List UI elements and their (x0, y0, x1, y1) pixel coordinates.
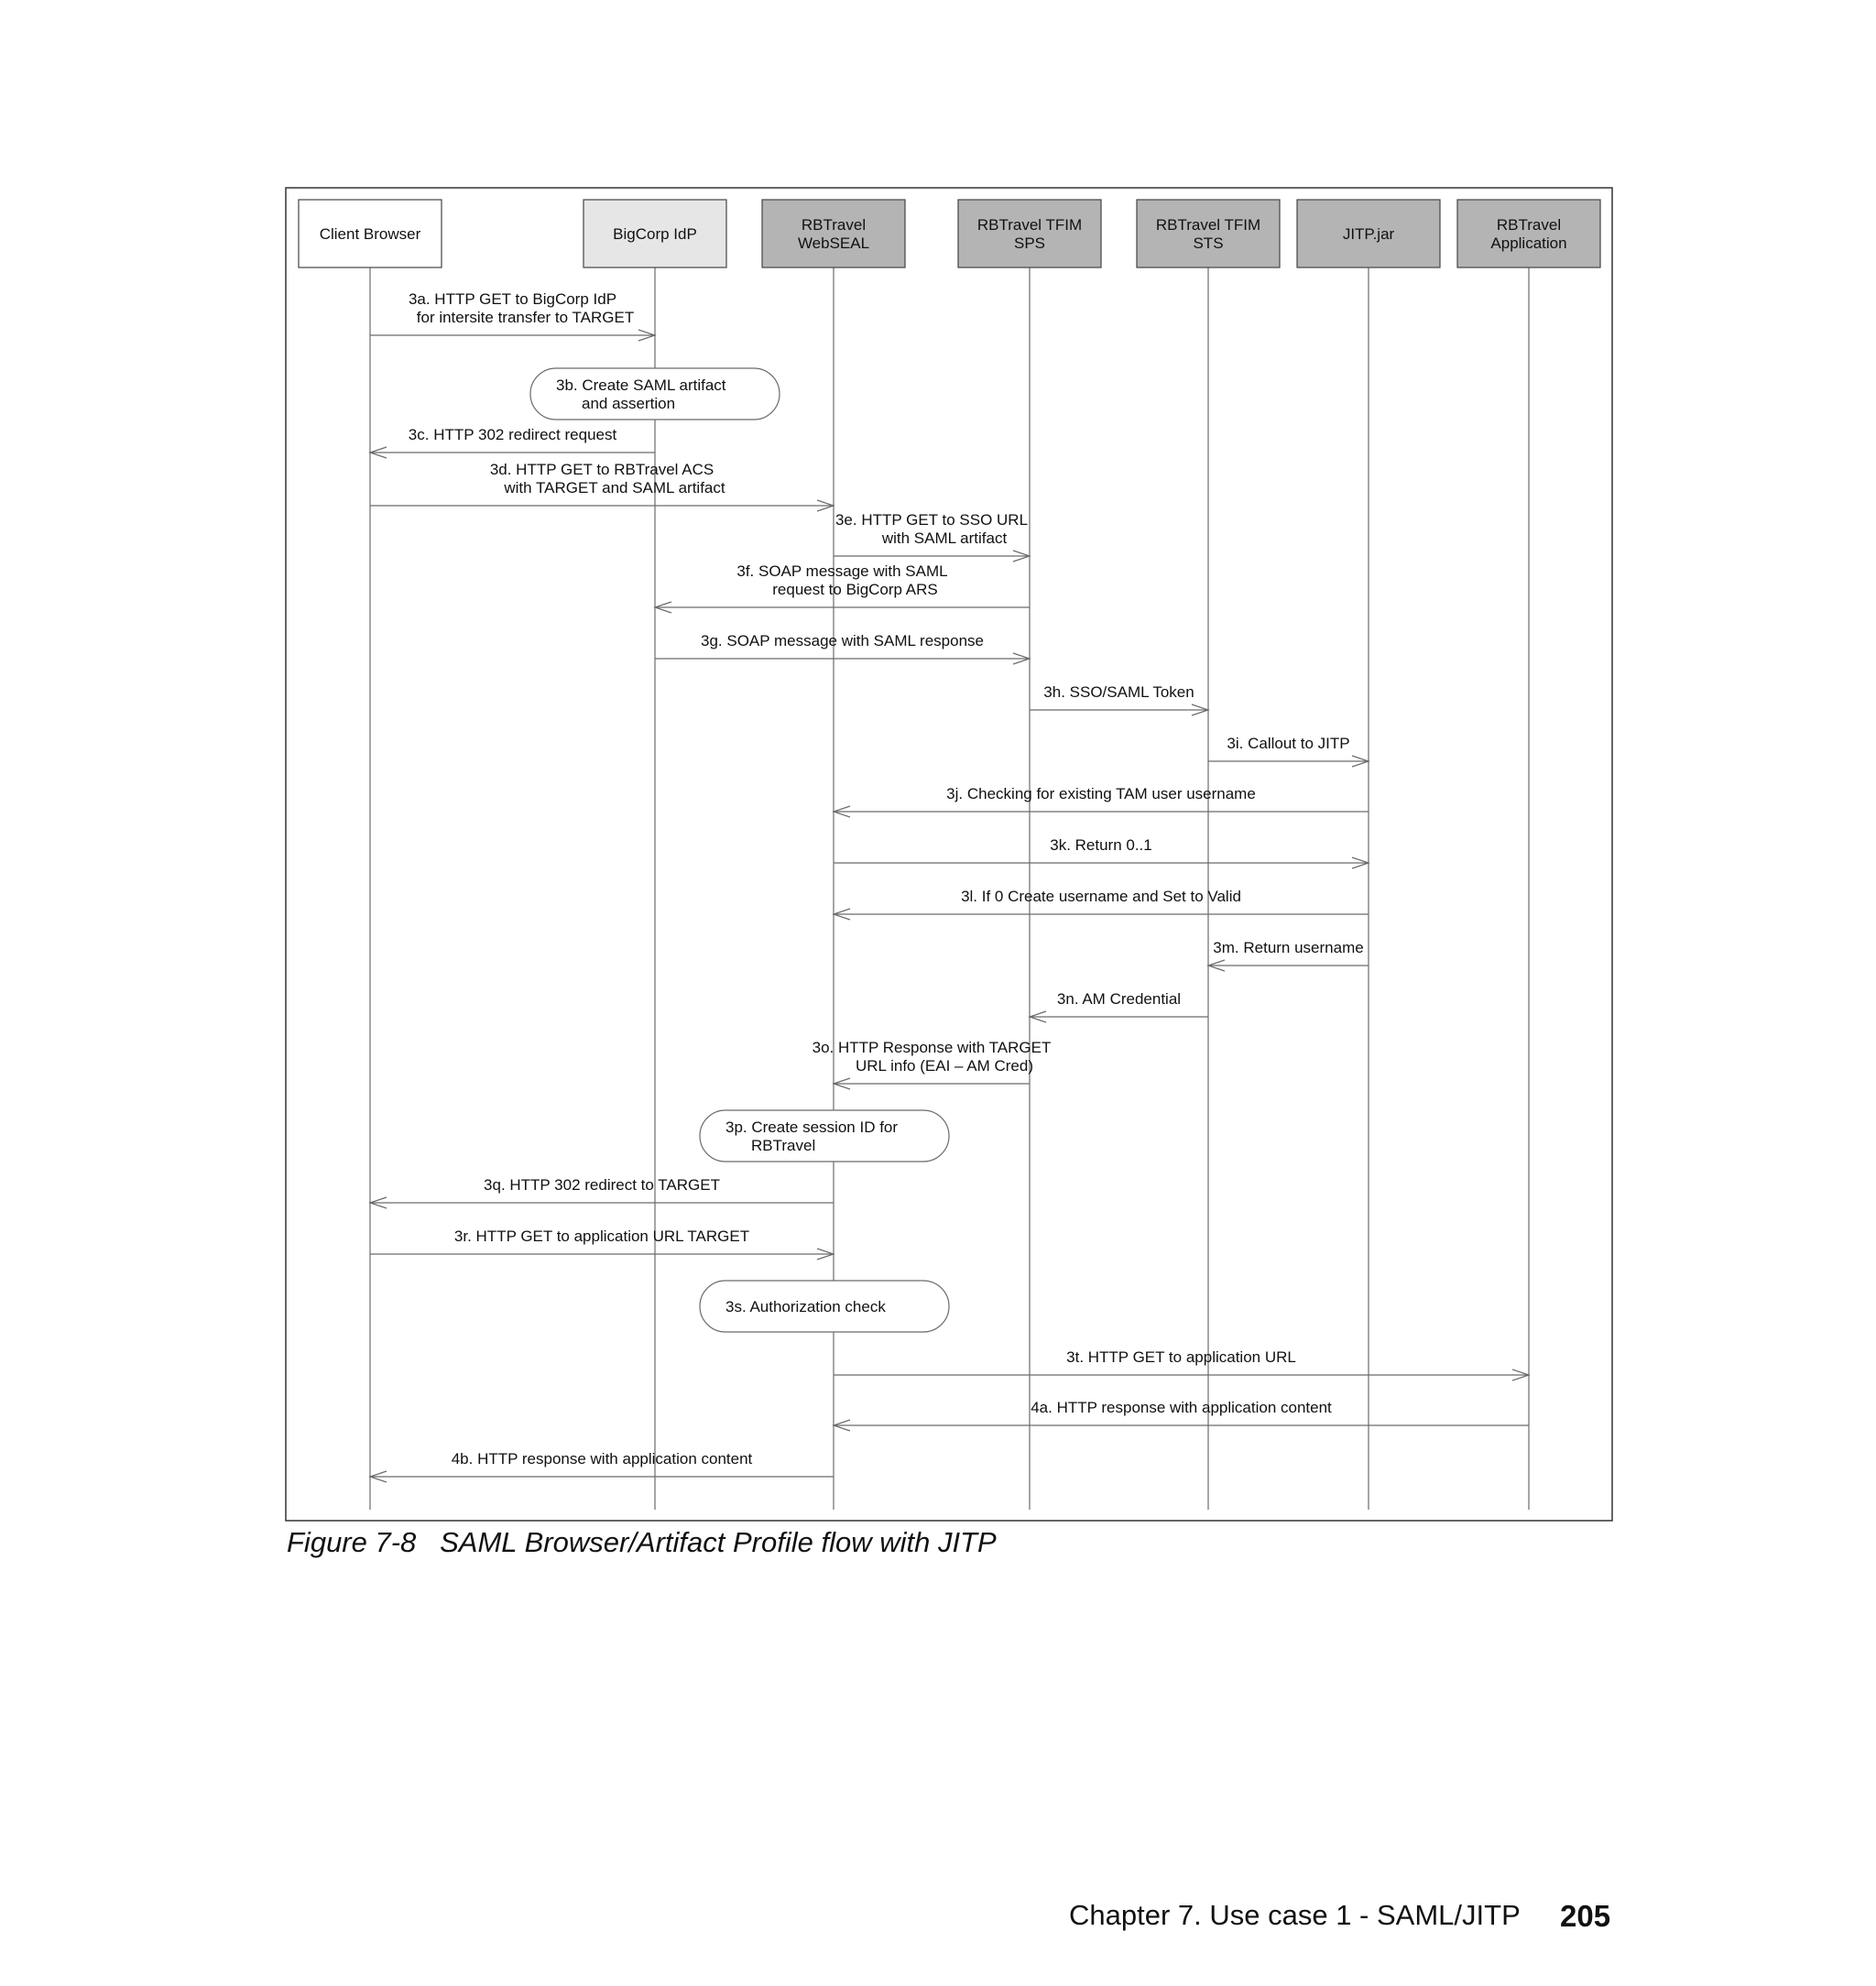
message-label: 3t. HTTP GET to application URL (1066, 1348, 1296, 1366)
process-15 (700, 1110, 949, 1162)
participant-label: Application (1490, 235, 1567, 252)
message-label: with SAML artifact (881, 529, 1008, 547)
message-label: 3a. HTTP GET to BigCorp IdP (408, 290, 617, 308)
message-label: 3f. SOAP message with SAML (736, 562, 948, 580)
message-label: 3n. AM Credential (1056, 990, 1182, 1008)
participant-label: RBTravel TFIM (1155, 216, 1261, 234)
process-label: 3s. Authorization check (725, 1298, 886, 1315)
participant-bigcorp-idp (584, 200, 726, 267)
participant-label: Client Browser (319, 225, 421, 243)
message-label: 3o. HTTP Response with TARGET (812, 1039, 1052, 1056)
participant-label: WebSEAL (797, 235, 870, 252)
message-label: 3h. SSO/SAML Token (1043, 683, 1194, 701)
message-label: 3r. HTTP GET to application URL TARGET (453, 1228, 750, 1245)
message-label: 4b. HTTP response with application content (451, 1450, 753, 1468)
message-label: 3q. HTTP 302 redirect to TARGET (484, 1176, 720, 1194)
message-label: 4a. HTTP response with application content (1031, 1399, 1332, 1416)
message-label: 3g. SOAP message with SAML response (701, 632, 984, 649)
message-label: 3e. HTTP GET to SSO URL (834, 511, 1029, 529)
message-label: request to BigCorp ARS (772, 581, 938, 598)
participant-label: SPS (1013, 235, 1046, 252)
message-label: 3d. HTTP GET to RBTravel ACS (489, 461, 714, 478)
participant-box (958, 200, 1101, 267)
participant-label: STS (1193, 235, 1224, 252)
participant-box (762, 200, 905, 267)
participant-label: JITP.jar (1342, 225, 1395, 243)
participant-rbtravel-application (1457, 200, 1600, 267)
page-number: 205 (1560, 1899, 1611, 1933)
participant-box (1137, 200, 1280, 267)
process-label: RBTravel (751, 1137, 816, 1154)
message-label: 3l. If 0 Create username and Set to Valid (961, 888, 1241, 905)
message-label: 3m. Return username (1213, 939, 1364, 956)
process-label: 3b. Create SAML artifact (556, 376, 726, 394)
message-label: for intersite transfer to TARGET (416, 309, 635, 326)
participant-rbtravel-webseal (762, 200, 905, 267)
process-18 (700, 1281, 949, 1332)
participant-jitp-jar (1297, 200, 1440, 267)
chapter-title: Chapter 7. Use case 1 - SAML/JITP (1069, 1899, 1521, 1931)
process-label: 3p. Create session ID for (725, 1118, 899, 1136)
participant-rbtravel-tfim-sps (958, 200, 1101, 267)
participant-label: RBTravel TFIM (976, 216, 1083, 234)
message-label: 3i. Callout to JITP (1227, 735, 1350, 752)
message-label: 3j. Checking for existing TAM user username (946, 785, 1256, 802)
message-label: 3c. HTTP 302 redirect request (408, 426, 617, 443)
message-label: URL info (EAI – AM Cred) (856, 1057, 1033, 1075)
participant-client-browser (299, 200, 442, 267)
figure-caption: Figure 7-8 SAML Browser/Artifact Profile flow with JITP (287, 1526, 997, 1558)
participant-label: RBTravel (801, 216, 867, 234)
participant-rbtravel-tfim-sts (1137, 200, 1280, 267)
process-1 (530, 368, 780, 420)
participant-box (1457, 200, 1600, 267)
process-label: and assertion (582, 395, 676, 412)
message-label: 3k. Return 0..1 (1050, 836, 1152, 854)
message-label: with TARGET and SAML artifact (504, 479, 725, 496)
participant-label: BigCorp IdP (613, 225, 697, 243)
participant-label: RBTravel (1496, 216, 1562, 234)
diagram-frame (286, 188, 1612, 1521)
